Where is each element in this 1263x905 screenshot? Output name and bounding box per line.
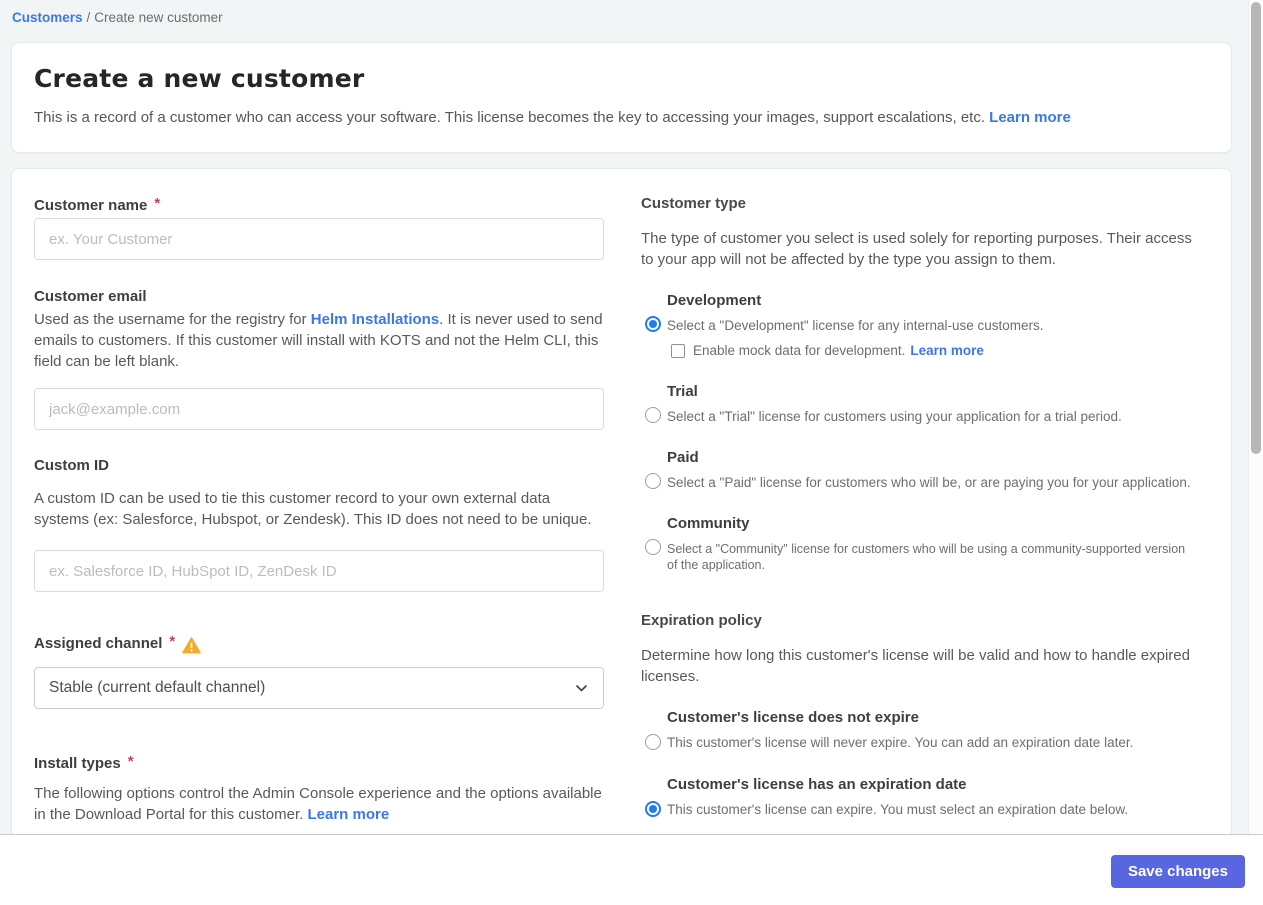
radio-trial[interactable] — [645, 407, 661, 423]
expiration-policy-description: Determine how long this customer's license will be valid and how to handle expired licenses. — [641, 647, 1190, 685]
breadcrumb-current: Create new customer — [94, 10, 223, 25]
customer-email-help-after: . It is never used to send emails to customers. If this customer will install with KOTS and not the Helm CLI, this field can be left blank. — [34, 311, 603, 370]
customer-name-label — [34, 196, 604, 216]
radio-paid[interactable] — [645, 473, 661, 489]
assigned-channel-select[interactable] — [34, 667, 604, 709]
install-types-label-text: Install types — [34, 755, 121, 772]
header-learn-more-link[interactable]: Learn more — [989, 109, 1071, 126]
custom-id-label — [34, 456, 604, 476]
form-right-column — [641, 196, 1208, 838]
expiration-option-has-expiration — [641, 776, 1208, 818]
option-title: Customer's license has an expiration date — [667, 776, 967, 793]
customer-email-help — [34, 309, 604, 372]
customer-type-option-paid — [641, 449, 1208, 490]
footer-action-bar — [0, 834, 1263, 905]
customer-email-help-before: Used as the username for the registry for — [34, 311, 311, 328]
custom-id-help: A custom ID can be used to tie this customer record to your own external data systems (ex: Salesforce, Hubspot, or Zendesk). This ID does not need to be unique. — [34, 490, 592, 528]
customer-email-label — [34, 287, 604, 307]
custom-id-label-text: Custom ID — [34, 457, 109, 474]
expiration-option-no-expire — [641, 709, 1208, 751]
customer-form-card — [11, 168, 1232, 839]
customer-type-option-trial — [641, 383, 1208, 424]
customer-email-input[interactable] — [34, 388, 604, 430]
install-types-label — [34, 754, 604, 774]
expiration-policy-heading: Expiration policy — [641, 612, 762, 629]
option-title: Community — [667, 515, 750, 532]
option-title: Paid — [667, 449, 699, 466]
helm-installations-link[interactable]: Helm Installations — [310, 311, 440, 328]
breadcrumb — [0, 0, 1263, 25]
radio-license-no-expire[interactable] — [645, 734, 661, 750]
required-asterisk: * — [169, 633, 176, 650]
install-types-help — [34, 783, 604, 825]
customer-type-heading: Customer type — [641, 195, 747, 212]
option-description: This customer's license will never expire. You can add an expiration date later. — [667, 735, 1134, 750]
warning-triangle-icon — [182, 637, 201, 654]
required-asterisk: * — [127, 753, 134, 770]
customer-type-description: The type of customer you select is used solely for reporting purposes. Their access to your app will not be affected by the type you assign to them. — [641, 230, 1192, 268]
page-header-card — [11, 42, 1232, 153]
customer-type-option-development — [641, 292, 1208, 358]
mock-data-checkbox-label: Enable mock data for development. — [693, 343, 906, 358]
radio-development[interactable] — [645, 316, 661, 332]
page-description-text: This is a record of a customer who can access your software. This license becomes the key to accessing your images, support escalations, etc. — [34, 109, 985, 126]
option-description: Select a "Development" license for any internal-use customers. — [667, 318, 1044, 333]
breadcrumb-customers-link[interactable]: Customers — [12, 10, 83, 25]
page-description — [34, 108, 1199, 128]
install-types-learn-more-link[interactable]: Learn more — [307, 806, 390, 823]
mock-data-learn-more-link[interactable]: Learn more — [910, 343, 984, 358]
radio-license-has-expiration[interactable] — [645, 801, 661, 817]
custom-id-input[interactable] — [34, 550, 604, 592]
option-title: Customer's license does not expire — [667, 709, 919, 726]
assigned-channel-label — [34, 634, 604, 654]
install-types-help-text: The following options control the Admin Console experience and the options available in the Download Portal for this customer. — [34, 785, 602, 823]
page-scrollbar[interactable] — [1248, 0, 1263, 905]
breadcrumb-separator: / — [86, 10, 91, 25]
chevron-down-icon — [576, 685, 587, 692]
option-description: Select a "Trial" license for customers using your application for a trial period. — [667, 409, 1122, 424]
customer-email-label-text: Customer email — [34, 288, 147, 305]
mock-data-checkbox-row — [671, 343, 1044, 358]
page-title: Create a new customer — [34, 64, 365, 93]
option-title: Trial — [667, 383, 698, 400]
required-asterisk: * — [154, 195, 161, 212]
save-changes-button[interactable]: Save changes — [1111, 855, 1245, 888]
radio-community[interactable] — [645, 539, 661, 555]
assigned-channel-label-text: Assigned channel — [34, 635, 163, 652]
option-title: Development — [667, 292, 762, 309]
assigned-channel-value: Stable (current default channel) — [49, 679, 266, 696]
scrollbar-thumb[interactable] — [1251, 2, 1261, 454]
option-description: Select a "Paid" license for customers who will be, or are paying you for your application. — [667, 475, 1191, 490]
option-description: Select a "Community" license for customers who will be using a community-supported version of the application. — [667, 542, 1186, 572]
option-description: This customer's license can expire. You must select an expiration date below. — [667, 802, 1129, 817]
customer-type-option-community — [641, 515, 1208, 573]
mock-data-checkbox[interactable] — [671, 344, 685, 358]
customer-name-label-text: Customer name — [34, 197, 148, 214]
form-left-column — [34, 196, 604, 838]
customer-name-input[interactable] — [34, 218, 604, 260]
